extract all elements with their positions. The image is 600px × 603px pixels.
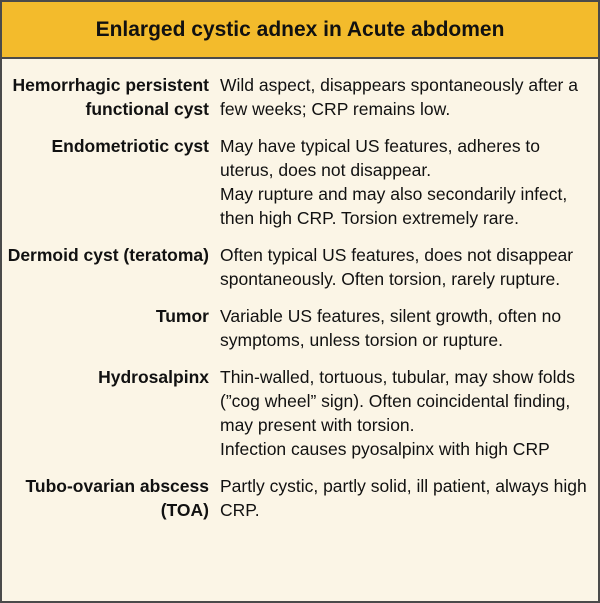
row-dermoid-cyst: [2, 243, 598, 291]
row-tubo-ovarian-abscess: [2, 474, 598, 522]
description-line: May have typical US features, adheres to uterus, does not disappear.: [220, 136, 541, 180]
row-hydrosalpinx: [2, 365, 598, 461]
description: [220, 304, 590, 352]
term: Hydrosalpinx: [98, 367, 209, 387]
term: Endometriotic cyst: [51, 136, 209, 156]
definition-list: [2, 59, 598, 522]
description-line: May rupture and may also secondarily infect, then high CRP. Torsion extremely rare.: [220, 184, 568, 228]
description: [220, 365, 590, 461]
description-line: Wild aspect, disappears spontaneously after a few weeks; CRP remains low.: [220, 75, 578, 119]
description-line: Infection causes pyosalpinx with high CRP: [220, 439, 550, 459]
description-line: Variable US features, silent growth, often no symptoms, unless torsion or rupture.: [220, 306, 562, 350]
description-line: Thin-walled, tortuous, tubular, may show folds (”cog wheel” sign). Often coincidental finding, may present with torsion.: [220, 367, 576, 435]
description: [220, 243, 590, 291]
row-hemorrhagic-cyst: [2, 73, 598, 121]
term: Hemorrhagic persistent functional cyst: [12, 75, 209, 119]
row-tumor: [2, 304, 598, 352]
description-line: Partly cystic, partly solid, ill patient, always high CRP.: [220, 476, 587, 520]
term: Tumor: [155, 306, 209, 326]
description: [220, 73, 590, 121]
description: [220, 474, 590, 522]
description-line: Often typical US features, does not disappear spontaneously. Often torsion, rarely rupture.: [220, 245, 574, 289]
term: Tubo-ovarian abscess (TOA): [25, 476, 209, 520]
row-endometriotic-cyst: [2, 134, 598, 230]
term: Dermoid cyst (teratoma): [7, 245, 209, 265]
description: [220, 134, 590, 230]
card-title: Enlarged cystic adnex in Acute abdomen: [2, 2, 598, 59]
